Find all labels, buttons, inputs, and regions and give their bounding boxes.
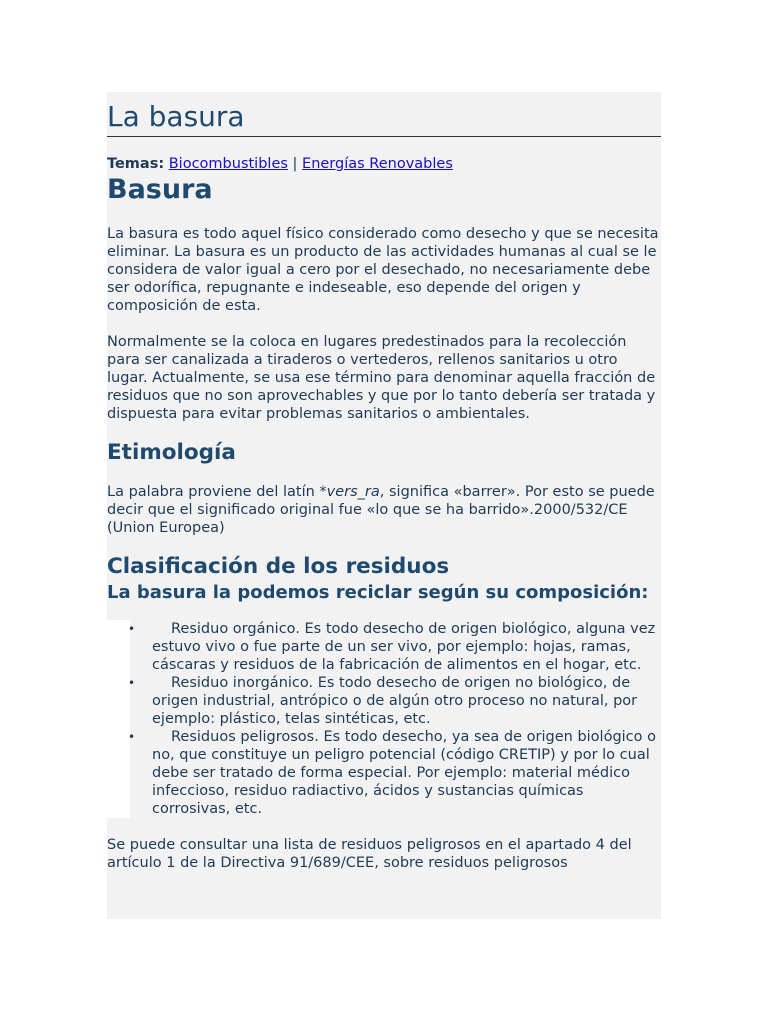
paragraph-definition: La basura es todo aquel físico considerado como desecho y que se necesita eliminar. La basura es un producto de las actividades humanas al cual se le considera de valor igual a cero por el desechado, no necesariamente debe ser odorífica, repugnante e indeseable, eso depende del origen y composición de esta. [107,226,659,314]
paragraph-etimologia [107,483,661,537]
etimologia-text-after: , significa «barrer». Por esto se puede decir que el significado original fue «lo que se ha barrido».2000/532/CE (Union Europea) [107,484,655,536]
topics-separator: | [292,156,298,172]
list-item [128,674,661,728]
bullet-icon: • [128,676,136,690]
etimologia-latin-word: vers_ra [326,484,380,500]
paragraph-collection: Normalmente se la coloca en lugares predestinados para la recolección para ser canalizada a tiraderos o vertederos, rellenos sanitarios u otro lugar. Actualmente, se usa ese término para denominar aquella fracción de residuos que no son aprovechables y que por lo tanto debería ser tratada y dispuesta para evitar problemas sanitarios o ambientales. [107,334,656,422]
subheading-composicion: La basura la podemos reciclar según su composición: [107,582,649,603]
bullet-icon: • [128,622,136,636]
residuos-list-wrapper [107,620,661,818]
document-title: La basura [107,92,661,137]
bullet-icon: • [128,730,136,744]
list-margin-strip [107,620,130,818]
main-heading: Basura [107,174,213,205]
topic-link-biocombustibles[interactable]: Biocombustibles [168,156,288,172]
topic-link-energias-renovables[interactable]: Energías Renovables [302,156,453,172]
heading-clasificacion: Clasificación de los residuos [107,554,450,579]
list-item [128,728,661,818]
list-item [128,620,661,674]
list-item-text: Residuo orgánico. Es todo desecho de origen biológico, alguna vez estuvo vivo o fue parte de un ser vivo, por ejemplo: hojas, ramas, cáscaras y residuos de la fabricación de alimentos en el hogar, etc. [152,621,656,673]
document-page [107,92,661,919]
heading-etimologia: Etimología [107,440,236,465]
etimologia-text-before: La palabra proviene del latín * [107,484,327,500]
residuos-list [107,620,661,818]
list-item-text: Residuos peligrosos. Es todo desecho, ya sea de origen biológico o no, que constituye un peligro potencial (código CRETIP) y por lo cual debe ser tratado de forma especial. Por ejemplo: material médico infeccioso, residuo radiactivo, ácidos y sustancias químicas corrosivas, etc. [152,729,656,817]
paragraph-directiva: Se puede consultar una lista de residuos peligrosos en el apartado 4 del artículo 1 de la Directiva 91/689/CEE, sobre residuos peligrosos [107,837,632,871]
list-item-text: Residuo inorgánico. Es todo desecho de origen no biológico, de origen industrial, antrópico o de algún otro proceso no natural, por ejemplo: plástico, telas sintéticas, etc. [152,675,638,727]
topics-line [107,155,661,173]
topics-label: Temas: [107,156,165,172]
